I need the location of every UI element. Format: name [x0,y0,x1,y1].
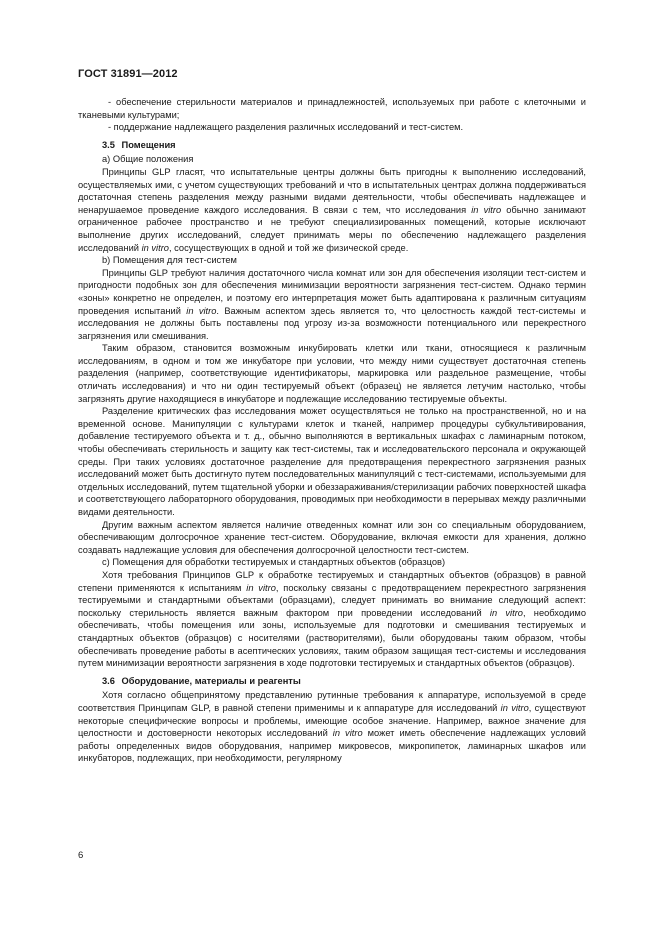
subsection-title: b) Помещения для тест-систем [102,255,237,266]
page-number: 6 [78,850,84,861]
text-run: Хотя согласно общепринятому представлению рутинные требования к аппаратуре, используемой в среде соответствия Принципам GLP, в равной степени применимы и к аппаратуре для исследований [78,690,586,713]
text-run: , существуют некоторые специфические вопросы и проблемы, имеющие особое значение. Например, важное значение для целостности и достоверности некоторых исследований [78,702,587,739]
bullet-item: - поддержание надлежащего разделения различных исследований и тест-систем. [108,122,464,133]
section-title: Оборудование, материалы и реагенты [121,675,301,686]
text-run: . Важным аспектом здесь является то, что целостность каждой тест-системы и исследования не должны быть поставлены под угрозу из-за возможности потенциального или перекрестного загрязнения или смешивания. [78,305,586,341]
paragraph: Другим важным аспектом является наличие отведенных комнат или зон со специальным оборудованием, обеспечивающим долгосрочное хранение тест-систем. Оборудование, включая емкости для хранения, должно создавать надлежащие условия для обеспечения долгосрочной целостности тест-систем. [78,519,586,555]
subsection-title: c) Помещения для обработки тестируемых и стандартных объектов (образцов) [102,557,446,568]
bullet-item: - обеспечение стерильности материалов и принадлежностей, используемых при работе с клеточными и тканевыми культурами; [78,97,586,120]
text-run: , поскольку связаны с предотвращением перекрестного загрязнения тестируемыми и стандартными объектами (образцами), следует принимать во внимание следующий аспект: поскольку стерильность является важным фактором при проведении исследований [78,582,587,618]
paragraph [78,267,586,343]
section-heading-3-6 [102,675,586,688]
paragraph [78,166,586,254]
italic-term: in vitro [500,702,529,713]
document-header: ГОСТ 31891—2012 [78,68,178,80]
paragraph [78,569,586,670]
text-run: , сосуществующих в одной и той же физической среде. [168,242,409,253]
section-number: 3.6 [102,675,115,686]
italic-term: in vitro [246,582,276,593]
text-run: Принципы GLP гласят, что испытательные центры должны быть пригодны к выполнению исследований, осуществляемых ими, с учетом существующих требований и что в испытательных центрах должна поддерживаться достаточная степень разделения между разными видами деятельности, чтобы обеспечивать надлежащее и ненарушаемое проведение каждого исследования. В связи с тем, что исследования [78,166,586,215]
document-body [78,96,586,765]
text-run: Принципы GLP требуют наличия достаточного числа комнат или зон для обеспечения изоляции тест-систем и пригодности подобных зон для обеспечения минимизации вероятности загрязнения тест-систем. Однако термин «зоны» конкретно не определен, и поэтому его интерпретация может быть адаптирована к различным ситуациям проведения испытаний [78,267,586,316]
italic-term: in vitro [332,728,363,739]
section-heading-3-5 [102,139,586,152]
paragraph: Таким образом, становится возможным инкубировать клетки или ткани, относящиеся к различным исследованиям, в одном и том же инкубаторе при условии, что между ними существует достаточная степень разделения (например, соответствующие идентификаторы, маркировка или раздельное размещение, чтобы отличать исследования) и что ни один тестируемый объект (образец) не является летучим настолько, чтобы загрязнять другие находящиеся в инкубаторе и подлежащие исследованию тестируемые объекты. [78,343,586,404]
paragraph: Разделение критических фаз исследования может осуществляться не только на пространственной, но и на временной основе. Манипуляции с культурами клеток и тканей, например процедуры субкультивирования, добавление тестируемого объекта и т. д., обычно выполняются в вертикальных шкафах с ламинарным потоком, чтобы обеспечивать стерильность и защиту как тест-системы, так и исследовательского персонала и окружающей среды. При таких условиях достаточное разделение для предотвращения перекрестного загрязнения разных исследований может быть достигнуто путем последовательных манипуляций с тест-системами, используемыми для отдельных исследований, путем тщательной уборки и обеззараживания/стерилизации рабочих поверхностей шкафа и соответствующего лабораторного оборудования, проводимых при необходимости в перерывах между различными видами деятельности. [78,406,586,517]
subsection-title: а) Общие положения [102,154,194,165]
text-run: , необходимо обеспечивать, чтобы помещения или зоны, используемые для подготовки и смешивания тестируемых и стандартных объектов (образцов) с носителями (растворителями), были оборудованы таким образом, чтобы обеспечивать проведение работы в асептических условиях, таким образом защищая тест-системы и исследования путем минимизации вероятности загрязнения в ходе подготовки тестируемых и стандартных объектов (образцов). [78,607,586,669]
section-number: 3.5 [102,139,115,150]
text-run: обычно занимают ограниченное рабочее пространство и не требуют специализированных помещений, которые исключают выполнение других исследований, следует принимать меры по обеспечению надлежащего разделения исследований [78,204,587,253]
italic-term: in vitro [471,204,502,215]
italic-term: in vitro [489,607,523,618]
section-title: Помещения [121,139,176,150]
italic-term: in vitro [141,242,169,253]
text-run: Хотя требования Принципов GLP к обработке тестируемых и стандартных объектов (образцов) в равной степени применяются к испытаниям [78,569,586,593]
italic-term: in vitro [186,305,217,316]
paragraph [78,689,586,765]
text-run: может иметь обеспечение надлежащих условий работы определенных видов оборудования, например микровесов, микропипеток, ламинарных шкафов или инкубаторов, подлежащих, при необходимости, регулярному [78,728,586,764]
